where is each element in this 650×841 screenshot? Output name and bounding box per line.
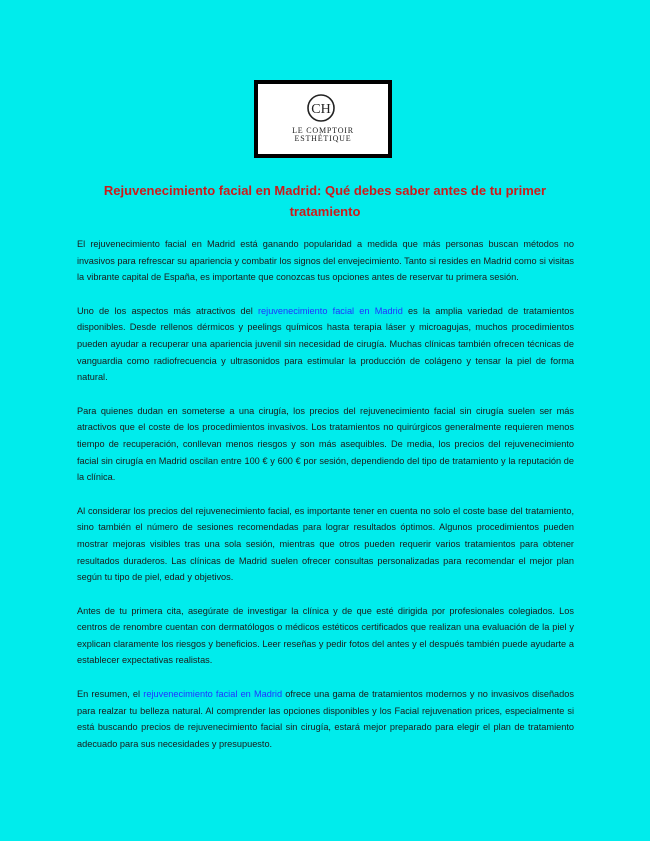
logo-panel — [258, 84, 388, 154]
paragraph-treatments — [77, 303, 574, 386]
summary-link[interactable]: rejuvenecimiento facial en Madrid — [143, 689, 283, 700]
paragraph-first-visit: Antes de tu primera cita, asegúrate de investigar la clínica y de que esté dirigida por profesionales colegiados. Los centros de renombre cuentan con dermatólogos o médicos estéticos certificados que realizan una evaluación de la piel y explican claramente los riesgos y beneficios. Leer reseñas y pedir fotos del antes y el después también puede ayudarte a establecer expectativas realistas. — [77, 605, 574, 666]
paragraph-considerations: Al considerar los precios del rejuvenecimiento facial, es importante tener en cuenta no solo el coste base del tratamiento, sino también el número de sesiones recomendadas para lograr resultados óptimos. Algunos procedimientos pueden mostrar mejoras visibles tras una sola sesión, mientras que otros pueden requerir varios tratamientos para obtener resultados duraderos. Las clínicas de Madrid suelen ofrecer consultas personalizadas para recomendar el mejor plan según tu tipo de piel, edad y objetivos. — [77, 505, 574, 583]
paragraph-summary — [77, 686, 574, 752]
monogram-emblem-icon — [306, 93, 336, 123]
article-body — [77, 236, 574, 769]
logo-monogram: CH — [311, 102, 331, 117]
paragraph-text: Uno de los aspectos más atractivos del — [77, 305, 258, 316]
paragraph-intro: El rejuvenecimiento facial en Madrid está ganando popularidad a medida que más personas buscan métodos no invasivos para refrescar su apariencia y combatir los signos del envejecimiento. Tanto si resides en Madrid como si visitas la vibrante capital de España, es importante que conozcas tus opciones antes de reservar tu primera sesión. — [77, 239, 574, 283]
treatment-link[interactable]: rejuvenecimiento facial en Madrid — [257, 305, 403, 316]
article-title: Rejuvenecimiento facial en Madrid: Qué debes saber antes de tu primer tratamiento — [103, 183, 547, 219]
paragraph-text: es la amplia variedad de tratamientos disponibles. Desde rellenos dérmicos y peelings químicos hasta terapia láser y microagujas, muchos procedimientos pueden ayudar a recuperar una apariencia juvenil sin necesidad de cirugía. Muchas clínicas también ofrecen técnicas de vanguardia como radiofrecuencia y ultrasonidos para estimular la producción de colágeno y tensar la piel de forma natural. — [77, 305, 574, 383]
logo-text-line2: ESTHÉTIQUE — [294, 134, 352, 143]
logo — [254, 80, 392, 158]
logo-text-line1: LE COMPTOIR — [292, 126, 354, 135]
paragraph-text: En resumen, el — [77, 689, 144, 700]
paragraph-text: ofrece una gama de tratamientos modernos y no invasivos diseñados para realzar tu belleza natural. Al comprender las opciones disponibles y los Facial rejuvenation prices, especialmente si está buscando precios de rejuvenecimiento facial sin cirugía, estará mejor preparado para elegir el plan de tratamiento adecuado para sus necesidades y presupuesto. — [77, 689, 574, 749]
paragraph-prices: Para quienes dudan en someterse a una cirugía, los precios del rejuvenecimiento facial sin cirugía suelen ser más atractivos que el coste de los procedimientos invasivos. Los tratamientos no quirúrgicos generalmente requieren menos tiempo de recuperación, conllevan menos riesgos y son más asequibles. De media, los precios del rejuvenecimiento facial sin cirugía en Madrid oscilan entre 100 € y 600 € por sesión, dependiendo del tipo de tratamiento y la reputación de la clínica. — [77, 405, 574, 483]
